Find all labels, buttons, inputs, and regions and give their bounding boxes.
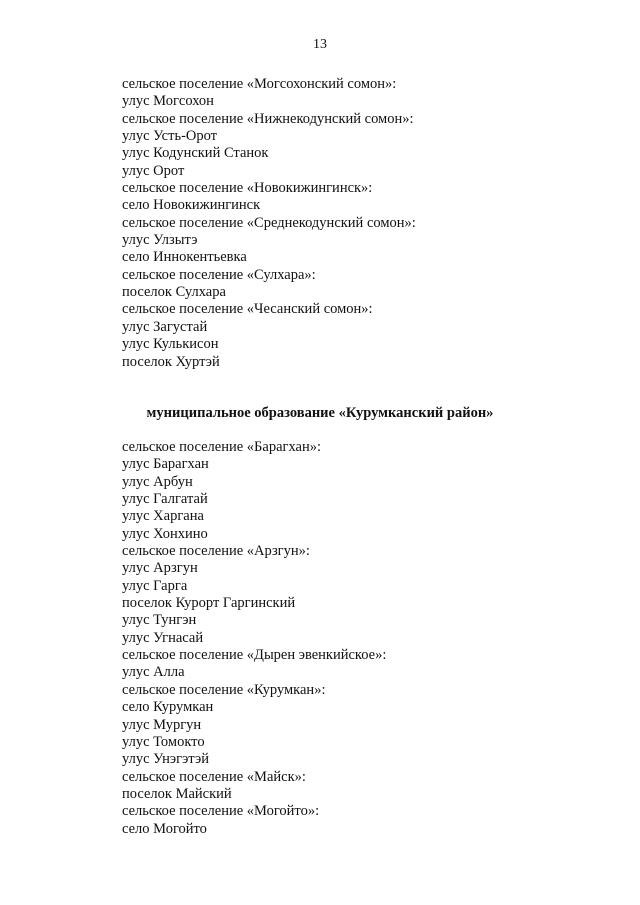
section-heading: муниципальное образование «Курумканский район» — [146, 405, 494, 421]
list-item: улус Арзгун — [122, 560, 198, 577]
list-item: поселок Сулхара — [122, 284, 226, 301]
list-item: улус Усть-Орот — [122, 128, 218, 145]
list-item: сельское поселение «Барагхан»: — [122, 439, 321, 455]
list-item: улус Томокто — [122, 733, 205, 750]
list-item: улус Харгана — [122, 508, 204, 525]
list-item: поселок Майский — [122, 785, 232, 802]
list-item: улус Загустай — [122, 318, 208, 335]
list-item: улус Орот — [122, 162, 185, 179]
list-item: поселок Хуртэй — [122, 353, 220, 370]
list-item: улус Кулькисон — [122, 336, 219, 353]
list-item: сельское поселение «Могсохонский сомон»: — [122, 76, 397, 92]
list-item: улус Улзытэ — [122, 232, 198, 249]
list-item: село Иннокентьевка — [122, 249, 247, 266]
list-item: поселок Курорт Гаргинский — [122, 595, 296, 612]
list-item: сельское поселение «Могойто»: — [122, 803, 320, 820]
list-item: сельское поселение «Чесанский сомон»: — [122, 301, 373, 318]
list-item: улус Галгатай — [122, 491, 208, 508]
list-item: село Курумкан — [122, 699, 214, 716]
list-item: улус Гарга — [122, 577, 188, 594]
list-item: село Новокижингинск — [122, 197, 261, 214]
list-item: улус Угнасай — [122, 629, 204, 646]
list-item: улус Кодунский Станок — [122, 145, 269, 162]
list-item: улус Мургун — [122, 716, 202, 733]
list-item: улус Тунгэн — [122, 612, 197, 629]
list-item: сельское поселение «Курумкан»: — [122, 681, 326, 698]
list-item: сельское поселение «Сулхара»: — [122, 266, 316, 283]
list-item: улус Арбун — [122, 473, 193, 490]
list-item: улус Барагхан — [122, 456, 209, 473]
list-item: сельское поселение «Среднекодунский сомон»: — [122, 214, 416, 231]
list-item: сельское поселение «Дырен эвенкийское»: — [122, 647, 387, 664]
list-item: сельское поселение «Арзгун»: — [122, 543, 310, 560]
list-item: улус Унэгэтэй — [122, 751, 209, 768]
page-number: 13 — [313, 37, 327, 52]
settlement-list-bottom — [122, 439, 582, 838]
list-item: улус Хонхино — [122, 525, 208, 542]
list-item: улус Могсохон — [122, 93, 214, 110]
list-item: улус Алла — [122, 664, 185, 681]
settlement-list-top — [122, 76, 582, 371]
list-item: сельское поселение «Майск»: — [122, 768, 306, 785]
list-item: село Могойто — [122, 820, 207, 837]
list-item: сельское поселение «Новокижингинск»: — [122, 180, 373, 197]
list-item: сельское поселение «Нижнекодунский сомон»: — [122, 110, 414, 127]
